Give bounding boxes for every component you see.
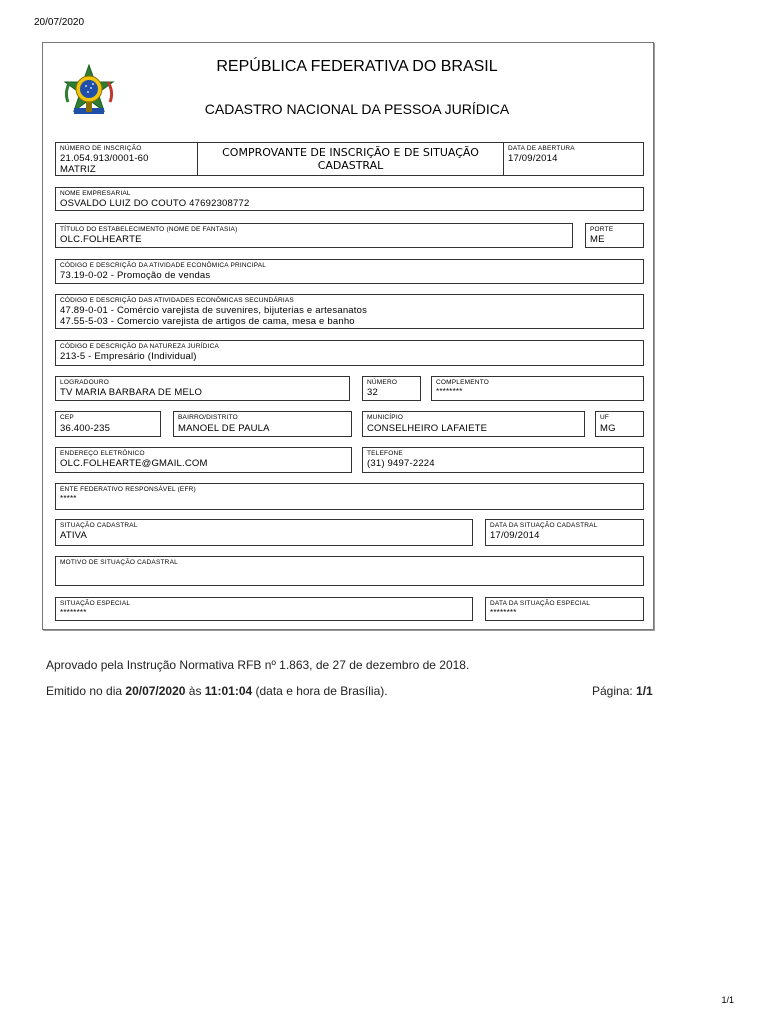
uf: MG xyxy=(600,423,616,434)
document-title: COMPROVANTE DE INSCRIÇÃO E DE SITUAÇÃO CADASTRAL xyxy=(197,142,504,176)
registration-type: MATRIZ xyxy=(60,164,96,175)
street: TV MARIA BARBARA DE MELO xyxy=(60,387,203,398)
district: MANOEL DE PAULA xyxy=(178,423,270,434)
legal-nature-box: CÓDIGO E DESCRIÇÃO DA NATUREZA JURÍDICA 213-5 - Empresário (Individual) xyxy=(55,340,644,366)
phone-box: TELEFONE (31) 9497-2224 xyxy=(362,447,644,473)
uf-box: UF MG xyxy=(595,411,644,437)
cep: 36.400-235 xyxy=(60,423,111,434)
status-value: ATIVA xyxy=(60,530,88,541)
print-date: 20/07/2020 xyxy=(34,17,85,28)
registration-box: NÚMERO DE INSCRIÇÃO 21.054.913/0001-60 MATRIZ xyxy=(55,142,198,176)
status-date: 17/09/2014 xyxy=(490,530,540,541)
efr-value: ***** xyxy=(60,494,77,503)
main-activity: 73.19-0-02 - Promoção de vendas xyxy=(60,270,211,281)
issued-date: 20/07/2020 xyxy=(125,684,186,698)
complement-box: COMPLEMENTO ******** xyxy=(431,376,644,401)
opening-date: 17/09/2014 xyxy=(508,153,558,164)
status-box: SITUAÇÃO CADASTRAL ATIVA xyxy=(55,519,473,546)
page-indicator: Página: 1/1 xyxy=(592,684,653,698)
city-box: MUNICÍPIO CONSELHEIRO LAFAIETE xyxy=(362,411,585,437)
address-number: 32 xyxy=(367,387,378,398)
company-name: OSVALDO LUIZ DO COUTO 47692308772 xyxy=(60,198,250,209)
email: OLC.FOLHEARTE@GMAIL.COM xyxy=(60,458,208,469)
main-activity-box: CÓDIGO E DESCRIÇÃO DA ATIVIDADE ECONÔMICA PRINCIPAL 73.19-0-02 - Promoção de vendas xyxy=(55,259,644,284)
size-value: ME xyxy=(590,234,605,245)
special-status-date-box: DATA DA SITUAÇÃO ESPECIAL ******** xyxy=(485,597,644,621)
trade-name-box: TÍTULO DO ESTABELECIMENTO (NOME DE FANTASIA) OLC.FOLHEARTE xyxy=(55,223,573,248)
secondary-activity-1: 47.89-0-01 - Comércio varejista de suvenires, bijuterias e artesanatos xyxy=(60,305,368,316)
special-status-date: ******** xyxy=(490,608,517,617)
phone: (31) 9497-2224 xyxy=(367,458,435,469)
status-reason-box: MOTIVO DE SITUAÇÃO CADASTRAL xyxy=(55,556,644,586)
district-box: BAIRRO/DISTRITO MANOEL DE PAULA xyxy=(173,411,352,437)
issued-line: Emitido no dia 20/07/2020 às 11:01:04 (data e hora de Brasília). xyxy=(46,684,388,698)
status-date-box: DATA DA SITUAÇÃO CADASTRAL 17/09/2014 xyxy=(485,519,644,546)
email-box: ENDEREÇO ELETRÔNICO OLC.FOLHEARTE@GMAIL.COM xyxy=(55,447,352,473)
print-page-count: 1/1 xyxy=(721,995,734,1005)
size-box: PORTE ME xyxy=(585,223,644,248)
efr-box: ENTE FEDERATIVO RESPONSÁVEL (EFR) ***** xyxy=(55,483,644,510)
header-republic: REPÚBLICA FEDERATIVA DO BRASIL xyxy=(216,58,498,75)
secondary-activities-box: CÓDIGO E DESCRIÇÃO DAS ATIVIDADES ECONÔMICAS SECUNDÁRIAS 47.89-0-01 - Comércio varejista de suvenires, bijuterias e artesanatos 47.55-5-03 - Comercio varejista de artigos de cama, mesa e banho xyxy=(55,294,644,329)
secondary-activity-2: 47.55-5-03 - Comercio varejista de artigos de cama, mesa e banho xyxy=(60,316,355,327)
complement: ******** xyxy=(436,387,463,396)
issued-time: 11:01:04 xyxy=(204,684,253,698)
registration-number: 21.054.913/0001-60 xyxy=(60,153,149,164)
opening-date-box: DATA DE ABERTURA 17/09/2014 xyxy=(503,142,644,176)
cep-box: CEP 36.400-235 xyxy=(55,411,161,437)
trade-name: OLC.FOLHEARTE xyxy=(60,234,142,245)
company-name-box: NOME EMPRESARIAL OSVALDO LUIZ DO COUTO 47692308772 xyxy=(55,187,644,211)
special-status: ******** xyxy=(60,608,87,617)
approval-note: Aprovado pela Instrução Normativa RFB nº 1.863, de 27 de dezembro de 2018. xyxy=(46,658,470,672)
city: CONSELHEIRO LAFAIETE xyxy=(367,423,488,434)
number-box: NÚMERO 32 xyxy=(362,376,421,401)
street-box: LOGRADOURO TV MARIA BARBARA DE MELO xyxy=(55,376,350,401)
header-cnpj: CADASTRO NACIONAL DA PESSOA JURÍDICA xyxy=(204,101,510,117)
special-status-box: SITUAÇÃO ESPECIAL ******** xyxy=(55,597,473,621)
legal-nature: 213-5 - Empresário (Individual) xyxy=(60,351,197,362)
